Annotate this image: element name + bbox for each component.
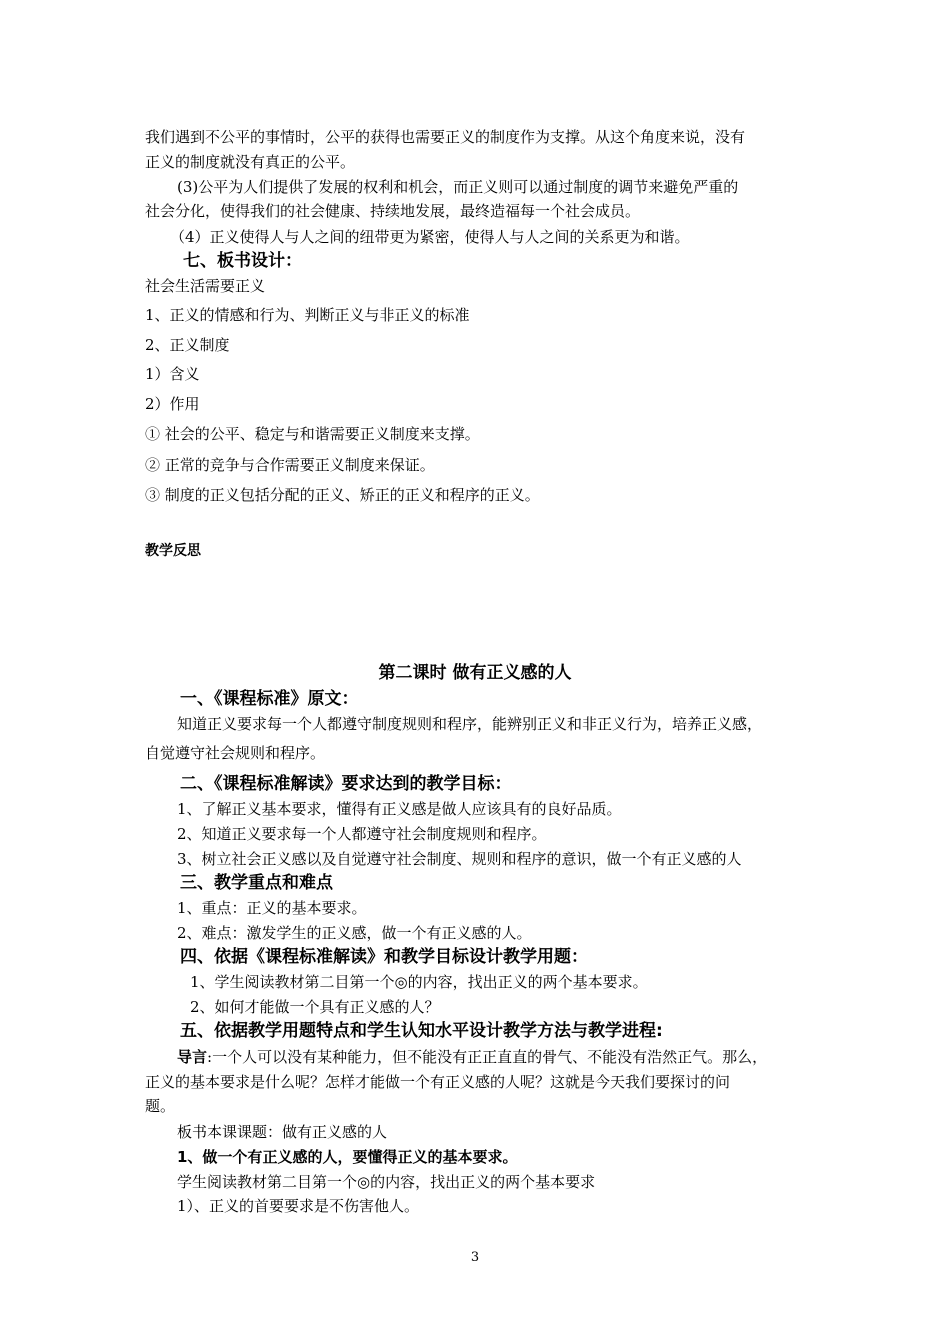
section-heading: 二、《课程标准解读》要求达到的教学目标： — [180, 774, 512, 794]
board-title: 板书本课课题：做有正义感的人 — [177, 1123, 388, 1141]
paragraph-line: 知道正义要求每一个人都遵守制度规则和程序，能辨别正义和非正义行为，培养正义感， — [177, 715, 763, 733]
board-item: 1）含义 — [145, 365, 200, 383]
goal-item: 2、知道正义要求每一个人都遵守社会制度规则和程序。 — [177, 825, 547, 843]
paragraph-line: 正义的制度就没有真正的公平。 — [145, 153, 356, 171]
reflection-label: 教学反思 — [145, 543, 201, 559]
board-item: 2、正义制度 — [145, 336, 230, 354]
intro-line — [177, 1047, 767, 1067]
board-item: ① 社会的公平、稳定与和谐需要正义制度来支撑。 — [145, 425, 480, 443]
intro-text: :一个人可以没有某种能力，但不能没有正正直直的骨气、不能没有浩然正气。那么， — [207, 1048, 768, 1066]
focus-item: 1、重点：正义的基本要求。 — [177, 899, 367, 917]
goal-item: 3、树立社会正义感以及自觉遵守社会制度、规则和程序的意识，做一个有正义感的人 — [177, 850, 742, 868]
section-heading: 四、依据《课程标准解读》和教学目标设计教学用题： — [180, 947, 588, 967]
board-item: 社会生活需要正义 — [145, 277, 266, 295]
section-heading: 三、教学重点和难点 — [180, 873, 333, 893]
board-item: ③ 制度的正义包括分配的正义、矫正的正义和程序的正义。 — [145, 486, 540, 504]
board-item: 2）作用 — [145, 395, 200, 413]
paragraph-line: 题。 — [145, 1097, 176, 1115]
paragraph-line: 社会分化，使得我们的社会健康、持续地发展，最终造福每一个社会成员。 — [145, 202, 641, 220]
paragraph-line: 自觉遵守社会规则和程序。 — [145, 744, 326, 762]
paragraph-line: 正义的基本要求是什么呢？怎样才能做一个有正义感的人呢？这就是今天我们要探讨的问 — [145, 1073, 731, 1091]
section-heading: 五、依据教学用题特点和学生认知水平设计教学方法与教学进程: — [180, 1021, 663, 1041]
section-heading: 七、板书设计： — [183, 251, 302, 271]
question-item: 1、学生阅读教材第二目第一个◎的内容，找出正义的两个基本要求。 — [190, 973, 648, 991]
paragraph-line: 我们遇到不公平的事情时，公平的获得也需要正义的制度作为支撑。从这个角度来说，没有 — [145, 128, 746, 146]
goal-item: 1、了解正义基本要求，懂得有正义感是做人应该具有的良好品质。 — [177, 800, 622, 818]
intro-label: 导言 — [177, 1048, 208, 1066]
page-number: 3 — [470, 1250, 480, 1265]
paragraph-line: （4）正义使得人与人之间的纽带更为紧密，使得人与人之间的关系更为和谐。 — [170, 228, 690, 246]
subsection-heading: 1、做一个有正义感的人，要懂得正义的基本要求。 — [177, 1148, 518, 1166]
board-item: 1、正义的情感和行为、判断正义与非正义的标准 — [145, 306, 470, 324]
section-heading: 一、《课程标准》原文： — [180, 689, 359, 709]
paragraph-line: 学生阅读教材第二目第一个◎的内容，找出正义的两个基本要求 — [177, 1173, 596, 1191]
paragraph-line: 1）、正义的首要要求是不伤害他人。 — [177, 1197, 420, 1215]
board-item: ② 正常的竞争与合作需要正义制度来保证。 — [145, 456, 435, 474]
question-item: 2、如何才能做一个具有正义感的人？ — [190, 998, 440, 1016]
focus-item: 2、难点：激发学生的正义感，做一个有正义感的人。 — [177, 924, 532, 942]
paragraph-line: (3)公平为人们提供了发展的权利和机会，而正义则可以通过制度的调节来避免严重的 — [177, 178, 739, 196]
lesson-title: 第二课时 做有正义感的人 — [378, 663, 572, 683]
